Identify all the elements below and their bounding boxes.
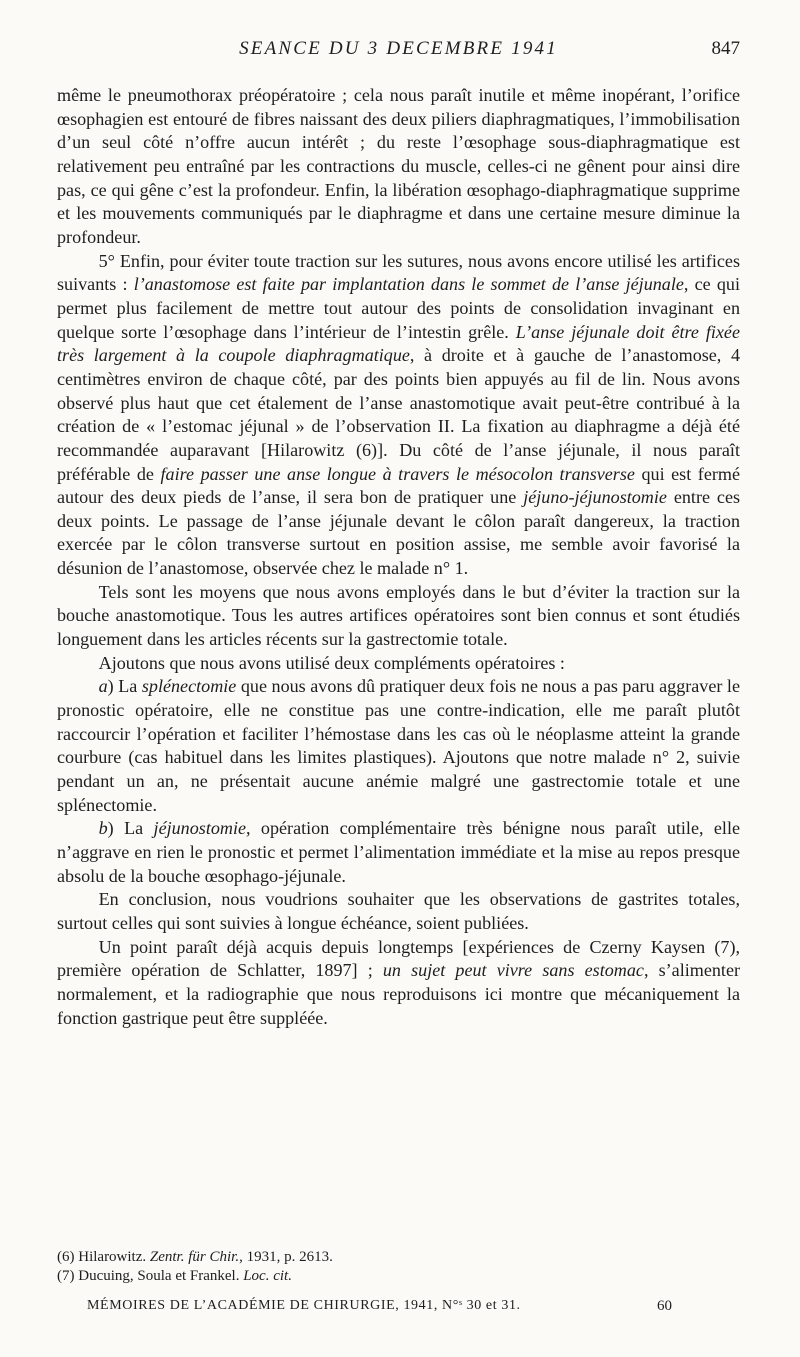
text-run: qui est fermé autour des deux pieds de l’anse, il sera bon de pratiquer une (57, 463, 740, 508)
text-run: ) La (107, 676, 142, 697)
text-run: (6) Hilarowitz. (57, 1249, 150, 1265)
text-run: Ajoutons que nous avons utilisé deux compléments opératoires : (98, 652, 565, 673)
italic-run: faire passer une anse longue à travers le mésocolon transverse (160, 463, 635, 484)
text-run: (7) Ducuing, Soula et Frankel. (57, 1268, 244, 1284)
text-run: 5° Enfin, pour éviter toute traction sur les sutures, nous avons encore utilisé les artifices suivants : (57, 250, 740, 295)
text-run: ) La (107, 818, 154, 839)
text-run: même le pneumothorax préopératoire ; cela nous paraît inutile et même inopérant, l’orifice œsophagien est entouré de fibres naissant des deux piliers diaphragmatiques, l’immobilisation d’un seul côté n’offre aucun intérêt ; du reste l’œsophage sous-diaphragmatique est relativement peu entraîné par les contractions du muscle, celles-ci ne gênent pour ainsi dire pas, ce qui gêne c’est la profondeur. Enfin, la libération œsophago-diaphragmatique supprime et les mouvements communiqués par le diaphragme et dans une certaine mesure diminue la profondeur. (57, 85, 740, 247)
body-text (57, 84, 740, 1030)
text-run: , opération complémentaire très bénigne nous paraît utile, elle n’aggrave en rien le pronostic et permet l’alimentation immédiate et la mise au repos presque absolu de la bouche œsophago-jéjunale. (57, 818, 740, 886)
running-title: SEANCE DU 3 DECEMBRE 1941 (239, 38, 558, 59)
paragraph (57, 817, 740, 888)
italic-run: b (98, 818, 108, 839)
paragraph (57, 250, 740, 581)
page-number: 847 (711, 38, 740, 59)
text-run: entre ces deux points. Le passage de l’anse jéjunale devant le côlon paraît dangereux, la traction exercée par le côlon transverse surtout en position assise, me semble avoir favorisé la désunion de l’anastomose, observée chez le malade n° 1. (57, 487, 741, 579)
footnotes (57, 1248, 740, 1286)
paragraph (57, 652, 740, 676)
page-footer (57, 1298, 740, 1320)
italic-run: jéjunostomie (153, 818, 247, 839)
italic-run: Loc. cit. (243, 1268, 292, 1284)
paragraph (57, 581, 740, 652)
page-header (57, 38, 740, 64)
text-run: , 1931, p. 2613. (239, 1249, 333, 1265)
paragraph (57, 888, 740, 935)
text-run: , à droite et à gauche de l’anastomose, 4 centimètres environ de chaque côté, par des points bien appuyés au fil de lin. Nous avons observé plus haut que cet étalement de l’anse anastomotique avait peut-être contribué à la création de « l’estomac jéjunal » de l’observation II. La fixation au diaphragme a déjà été recommandée auparavant [Hilarowitz (6)]. Du côté de l’anse jéjunale, il nous paraît préférable de (57, 345, 740, 484)
italic-run: splénectomie (141, 676, 237, 697)
text-run: Un point paraît déjà acquis depuis longtemps [expériences de Czerny Kaysen (7), première opération de Schlatter, 1897] ; (57, 936, 740, 981)
paragraph (57, 936, 740, 1031)
italic-run: L’anse jéjunale doit être fixée très largement à la coupole diaphragmatique (57, 321, 740, 366)
italic-run: a (98, 676, 108, 697)
text-run: , s’alimenter normalement, et la radiographie que nous reproduisons ici montre que mécaniquement la fonction gastrique peut être suppléée. (57, 960, 741, 1028)
footnote (57, 1267, 740, 1286)
text-run: En conclusion, nous voudrions souhaiter que les observations de gastrites totales, surtout celles qui sont suivies à longue échéance, soient publiées. (57, 889, 740, 933)
journal-citation: MÉMOIRES DE L’ACADÉMIE DE CHIRURGIE, 1941, N°ˢ 30 et 31. (87, 1298, 521, 1313)
footnote (57, 1248, 740, 1267)
italic-run: Zentr. für Chir. (149, 1249, 240, 1265)
italic-run: l’anastomose est faite par implantation dans le sommet de l’anse jéjunale (133, 274, 684, 295)
paragraph (57, 84, 740, 250)
text-run: , ce qui permet plus facilement de mettre tout autour des points de consolidation invaginant en quelque sorte l’œsophage dans l’intérieur de l’intestin grêle. (57, 274, 740, 342)
text-run: Tels sont les moyens que nous avons employés dans le but d’éviter la traction sur la bouche anastomotique. Tous les autres artifices opératoires sont bien connus et sont étudiés longuement dans les articles récents sur la gastrectomie totale. (57, 581, 740, 650)
italic-run: un sujet peut vivre sans estomac (382, 960, 644, 981)
signature-number: 60 (657, 1298, 672, 1314)
italic-run: jéjuno-jéjunostomie (523, 487, 667, 508)
paragraph (57, 675, 740, 817)
text-run: que nous avons dû pratiquer deux fois ne nous a pas paru aggraver le pronostic opératoire, elle ne constitue pas une contre-indication, elle me paraît plutôt raccourcir l’opération et faciliter l’hémostase dans les cas où le néoplasme atteint la grande courbure (cas habituel dans les limites plastiques). Ajoutons que notre malade n° 2, suivie pendant un an, ne présentait aucune anémie malgré une gastrectomie totale et une splénectomie. (57, 676, 740, 815)
